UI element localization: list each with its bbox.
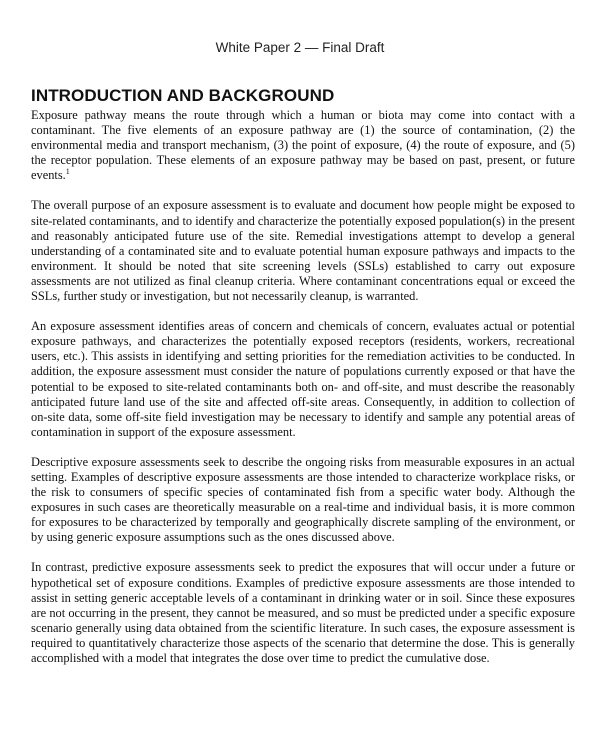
footnote-marker[interactable]: 1 xyxy=(65,167,70,177)
paragraph-predictive xyxy=(31,560,575,666)
paragraph-text: Exposure pathway means the route through which a human or biota may come into contact with a contaminant. The five elements of an exposure pathway are (1) the source of contamination, (2) the environmental media and transport mechanism, (3) the point of exposure, (4) the route of exposure, and (5) the receptor population. These elements of an exposure pathway may be based on past, present, or future events. xyxy=(31,108,575,183)
paragraph-text: In contrast, predictive exposure assessments seek to predict the exposures that will occur under a future or hypothetical set of exposure conditions. Examples of predictive exposure assessments are those intended to assist in setting generic acceptable levels of a contaminant in drinking water or in soil. Since these exposures are not occurring in the present, they cannot be measured, and so must be predicted under a specific exposure scenario generally using data obtained from the scientific literature. In such cases, the exposure assessment is required to quantitatively characterize those aspects of the scenario that determine the dose. This is generally accomplished with a model that integrates the dose over time to predict the cumulative dose. xyxy=(31,560,575,665)
section-heading: INTRODUCTION AND BACKGROUND xyxy=(31,86,335,105)
paragraph-identifies-areas xyxy=(31,319,575,440)
paragraph-purpose xyxy=(31,198,575,304)
paragraph-descriptive xyxy=(31,455,575,546)
document-header-title: White Paper 2 — Final Draft xyxy=(215,40,385,55)
body-text xyxy=(31,108,575,681)
paragraph-text: Descriptive exposure assessments seek to describe the ongoing risks from measurable exposures in an actual setting. Examples of descriptive exposure assessments are those intended to characterize workplace risks, or the risk to consumers of specific species of contaminated fish from a specific water body. Although the exposures in such cases are theoretically measurable on a real-time and individual basis, it is more common for exposures to be characterized by temporally and geographically discrete sampling of the environment, or by using generic exposure assumptions such as the ones discussed above. xyxy=(31,454,575,545)
paragraph-text: An exposure assessment identifies areas of concern and chemicals of concern, evaluates actual or potential exposure pathways, and characterizes the potentially exposed receptors (residents, workers, recreational users, etc.). This assists in identifying and setting priorities for the remediation activities to be conducted. In addition, the exposure assessment must consider the nature of populations currently exposed or that have the potential to be exposed to site-related contaminants both on- and off-site, and must describe the reasonably anticipated future land use of the site and affected off-site areas. Consequently, in addition to collection of on-site data, some off-site field investigation may be necessary to identify and sample any potential areas of contamination in support of the exposure assessment. xyxy=(31,319,575,439)
paragraph-exposure-pathway xyxy=(31,108,575,183)
paragraph-text: The overall purpose of an exposure assessment is to evaluate and document how people might be exposed to site-related contaminants, and to identify and characterize the potentially exposed population(s) in the present and reasonably anticipated future use of the site. Remedial investigations attempt to develop a general understanding of a contaminated site and to evaluate potential human exposure pathways and impacts to the environment. It should be noted that site screening levels (SSLs) established to carry out exposure assessments are not utilized as final cleanup criteria. Where contaminant concentrations equal or exceed the SSLs, further study or investigation, but not necessarily cleanup, is warranted. xyxy=(31,198,575,304)
